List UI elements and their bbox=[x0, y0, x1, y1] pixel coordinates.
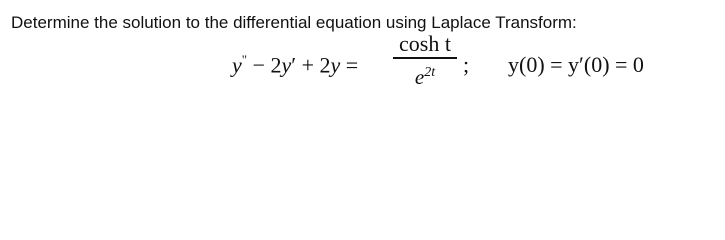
lhs-prime: ′ bbox=[291, 52, 297, 78]
fraction-bar bbox=[393, 57, 457, 59]
lhs-y-prime-term: y bbox=[281, 52, 292, 78]
fraction-numerator: cosh t bbox=[399, 31, 451, 56]
separator: ; bbox=[463, 52, 470, 77]
fraction-denominator bbox=[415, 61, 435, 89]
equation-lhs bbox=[232, 52, 358, 78]
lhs-plus-2: + 2 bbox=[296, 52, 331, 78]
denominator-base: e bbox=[414, 64, 425, 89]
lhs-y-term: y bbox=[232, 52, 242, 78]
denominator-exponent: 2t bbox=[424, 64, 436, 80]
problem-statement: Determine the solution to the differential equation using Laplace Transform: bbox=[11, 13, 577, 32]
initial-conditions: y(0) = y′(0) = 0 bbox=[508, 52, 644, 77]
lhs-y-last: y bbox=[330, 52, 341, 78]
rhs-fraction bbox=[390, 32, 460, 89]
equals-sign: = bbox=[340, 52, 359, 78]
lhs-minus-2: − 2 bbox=[247, 52, 282, 78]
lhs-double-prime: " bbox=[241, 52, 248, 67]
